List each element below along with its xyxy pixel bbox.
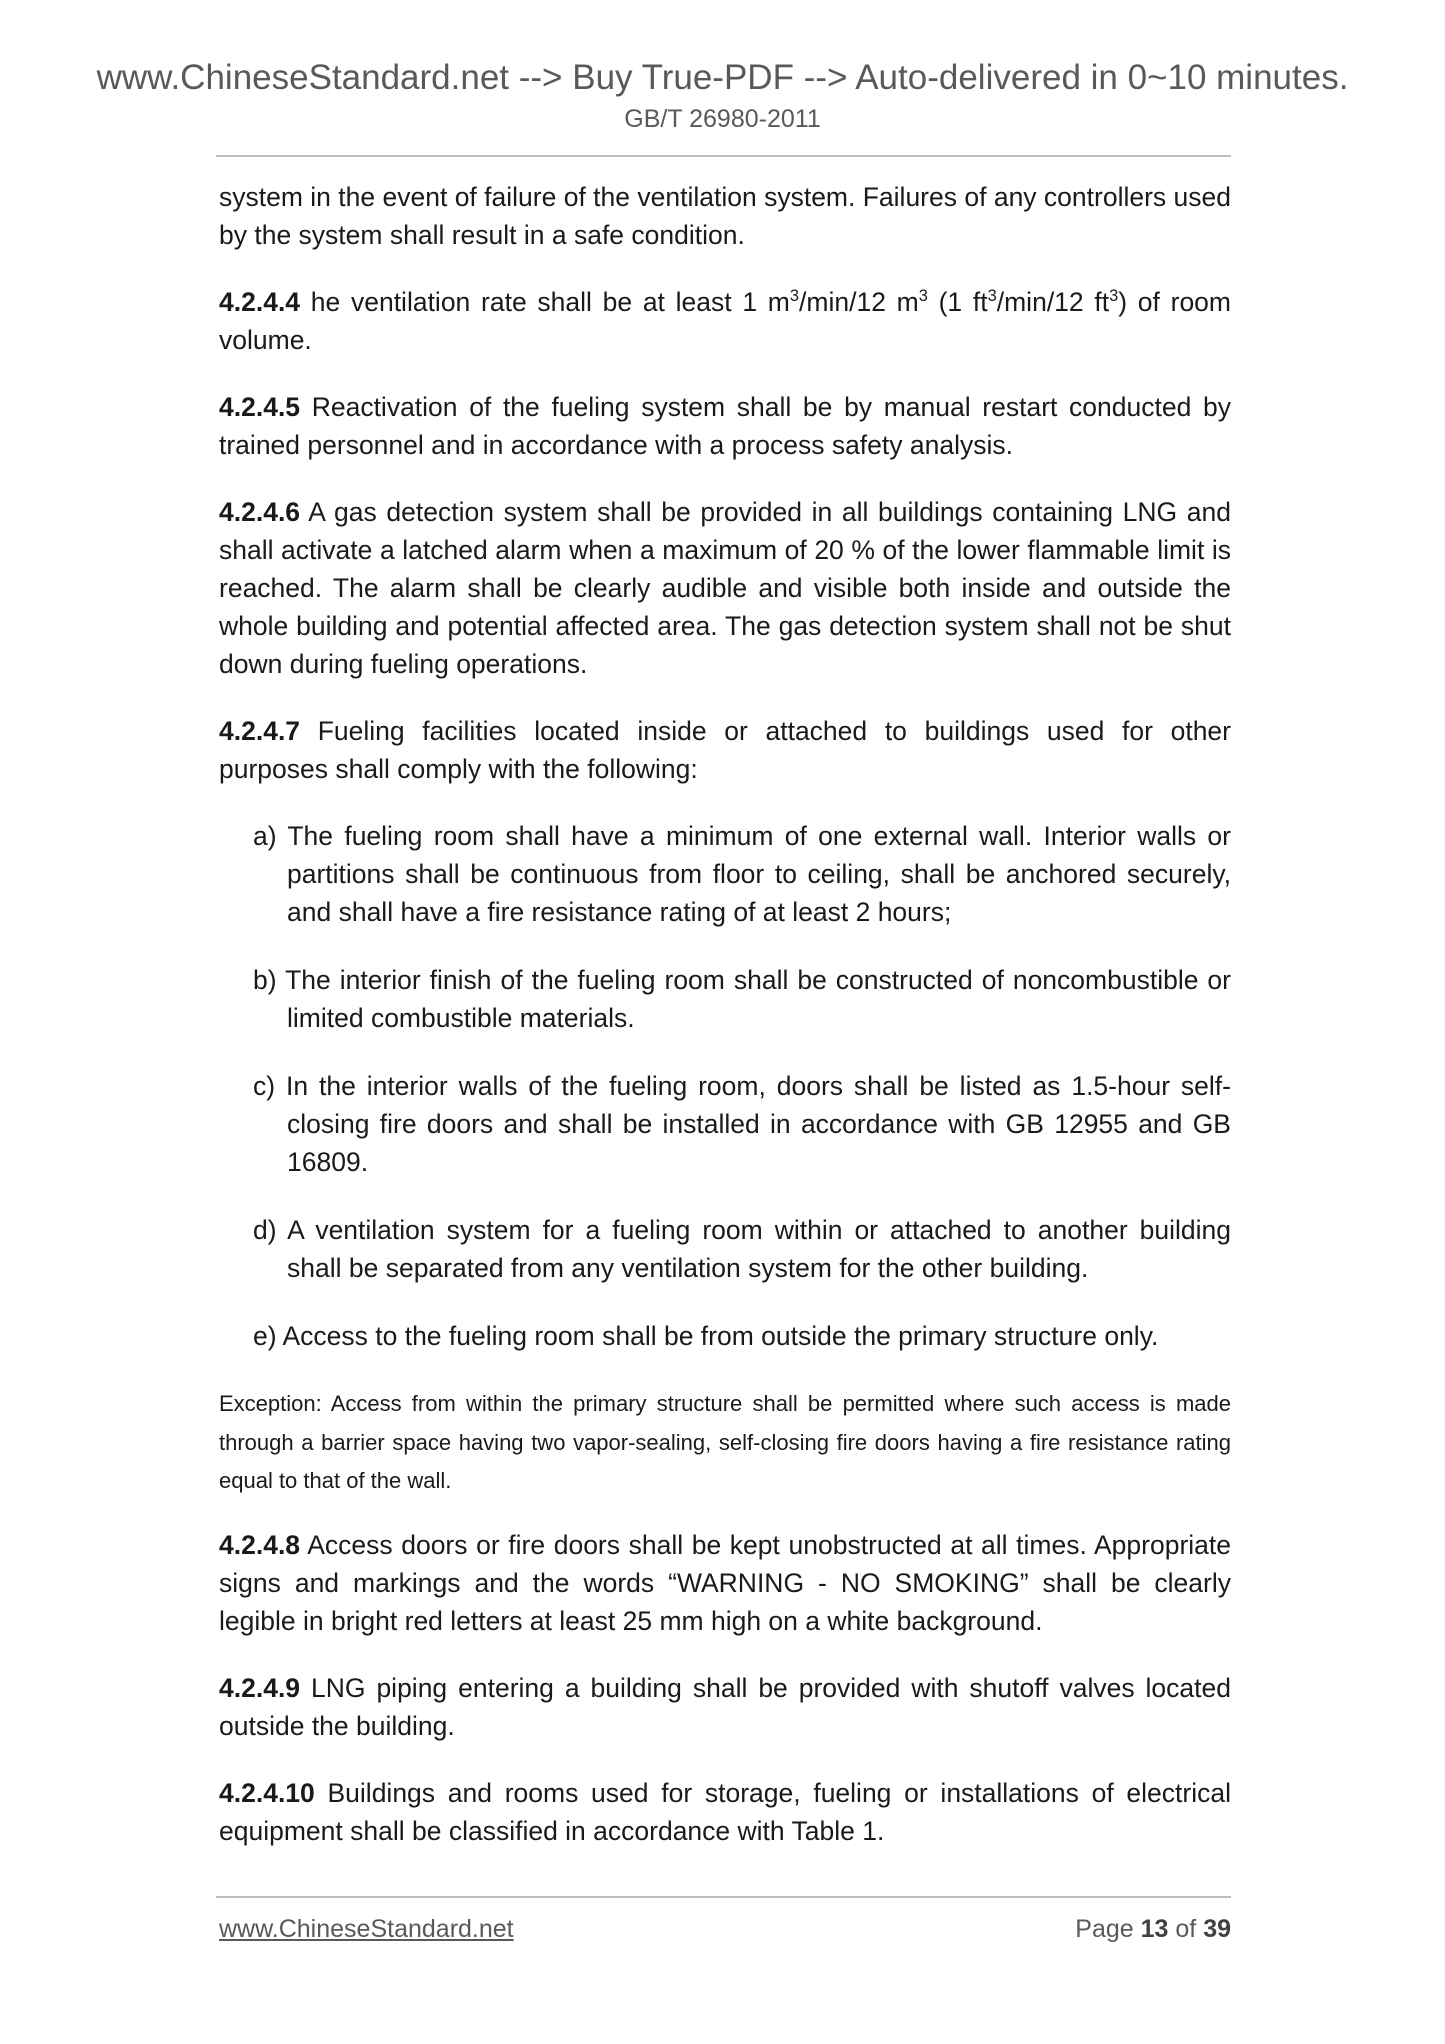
superscript: 3 (1109, 286, 1119, 305)
clause-number: 4.2.4.6 (219, 497, 301, 527)
document-body (219, 178, 1231, 1879)
footer-website-link[interactable]: www.ChineseStandard.net (219, 1915, 514, 1943)
clause-number: 4.2.4.9 (219, 1672, 301, 1703)
list-item: e) Access to the fueling room shall be from outside the primary structure only. (253, 1321, 1159, 1351)
footer-divider (216, 1896, 1231, 1898)
list-item: c) In the interior walls of the fueling room, doors shall be listed as 1.5-hour self-closing fire doors and shall be installed in accordance with GB 12955 and GB 16809. (253, 1071, 1231, 1177)
clause-4-2-4-7: 4.2.4.7 Fueling facilities located inside or attached to buildings used for other purposes shall comply with the following: (219, 716, 1231, 784)
clause-4-2-4-9: 4.2.4.9 LNG piping entering a building shall be provided with shutoff valves located outside the building. (219, 1672, 1231, 1741)
total-pages: 39 (1203, 1915, 1231, 1943)
header-banner: www.ChineseStandard.net --> Buy True-PDF --> Auto-delivered in 0~10 minutes. (96, 58, 1349, 97)
list-item: d) A ventilation system for a fueling room within or attached to another building shall be separated from any ventilation system for the other building. (253, 1215, 1231, 1283)
clause-number: 4.2.4.7 (219, 716, 301, 746)
standard-code: GB/T 26980-2011 (624, 105, 821, 133)
clause-4-2-4-10: 4.2.4.10 Buildings and rooms used for storage, fueling or installations of electrical equipment shall be classified in accordance with Table 1. (219, 1777, 1231, 1846)
intro-paragraph: system in the event of failure of the ventilation system. Failures of any controllers used by the system shall result in a safe condition. (219, 182, 1231, 250)
clause-number: 4.2.4.10 (219, 1777, 315, 1808)
clause-4-2-4-4: 4.2.4.4 he ventilation rate shall be at least 1 $m^3/\min/12$ $m^3$ (1 $ft^3/\min/12$ $ft^3$) of room volume. (219, 286, 1231, 355)
clause-4-2-4-8: 4.2.4.8 Access doors or fire doors shall be kept unobstructed at all times. Appropriate signs and markings and the words “WARNING - NO SMOKING” shall be clearly legible in bright red letters at least 25 mm high on a white background. (219, 1529, 1231, 1636)
page-number: Page 13 of 39 (1075, 1915, 1231, 1943)
list-item: b) The interior finish of the fueling room shall be constructed of noncombustible or limited combustible materials. (253, 965, 1231, 1033)
clause-number: 4.2.4.8 (219, 1529, 301, 1560)
superscript: 3 (918, 286, 928, 305)
clause-4-2-4-5: 4.2.4.5 Reactivation of the fueling system shall be by manual restart conducted by trained personnel and in accordance with a process safety analysis. (219, 392, 1231, 460)
header-divider (216, 155, 1231, 157)
clause-4-2-4-6: 4.2.4.6 A gas detection system shall be provided in all buildings containing LNG and shall activate a latched alarm when a maximum of 20 % of the lower flammable limit is reached. The alarm shall be clearly audible and visible both inside and outside the whole building and potential affected area. The gas detection system shall not be shut down during fueling operations. (219, 497, 1231, 679)
superscript: 3 (789, 286, 800, 305)
clause-number: 4.2.4.5 (219, 392, 301, 422)
clause-number: 4.2.4.4 (219, 287, 301, 317)
superscript: 3 (987, 286, 997, 305)
current-page: 13 (1140, 1915, 1169, 1943)
requirements-list (219, 817, 1231, 1355)
exception-note: Exception: Access from within the primary structure shall be permitted where such access is made through a barrier space having two vapor-sealing, self-closing fire doors having a fire resistance rating equal to that of the wall. (219, 1391, 1231, 1493)
list-item: a) The fueling room shall have a minimum of one external wall. Interior walls or partitions shall be continuous from floor to ceiling, shall be anchored securely, and shall have a fire resistance rating of at least 2 hours; (253, 821, 1231, 927)
